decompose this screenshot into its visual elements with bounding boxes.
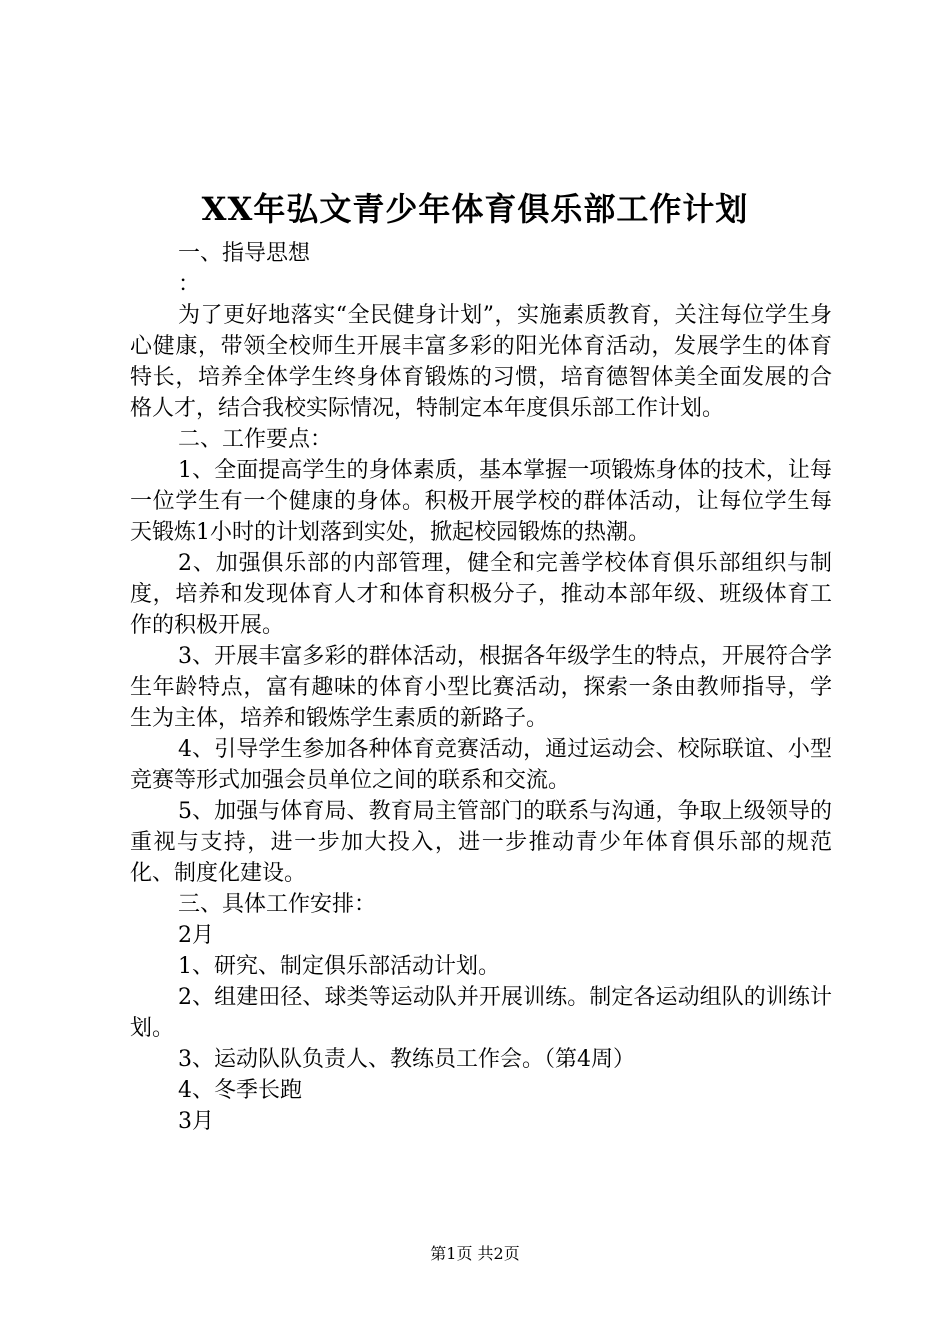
feb-item-4: 4、冬季长跑 (178, 1078, 302, 1103)
document-title: XX年弘文青少年体育俱乐部工作计划 (201, 190, 749, 228)
page-footer: 第1页 共2页 (430, 1244, 520, 1263)
feb-item-2: 2、组建田径、球类等运动队并开展训练。制定各运动组队的训练计划。 (130, 985, 832, 1041)
work-point-4: 4、引导学生参加各种体育竞赛活动，通过运动会、校际联谊、小型竞赛等形式加强会员单位之间的联系和交流。 (130, 737, 832, 793)
section-heading-arrangements: 三、具体工作安排： (178, 892, 377, 917)
document-body (130, 238, 832, 1137)
work-point-1: 1、全面提高学生的身体素质，基本掌握一项锻炼身体的技术，让每一位学生有一个健康的身体。积极开展学校的群体活动，让每位学生每天锻炼1小时的计划落到实处，掀起校园锻炼的热潮。 (130, 458, 832, 545)
feb-item-3: 3、运动队队负责人、教练员工作会。（第4周） (178, 1047, 635, 1072)
month-heading-mar: 3月 (178, 1109, 214, 1134)
section-heading-guiding-ideology: 一、指导思想 (178, 241, 311, 266)
month-heading-feb: 2月 (178, 923, 214, 948)
stray-colon: ： (178, 272, 201, 297)
section-heading-work-points: 二、工作要点： (178, 427, 333, 452)
work-point-5: 5、加强与体育局、教育局主管部门的联系与沟通，争取上级领导的重视与支持，进一步加大投入，进一步推动青少年体育俱乐部的规范化、制度化建设。 (130, 799, 832, 886)
work-point-3: 3、开展丰富多彩的群体活动，根据各年级学生的特点，开展符合学生年龄特点，富有趣味的体育小型比赛活动，探索一条由教师指导，学生为主体，培养和锻炼学生素质的新路子。 (130, 644, 832, 731)
feb-item-1: 1、研究、制定俱乐部活动计划。 (178, 954, 500, 979)
paragraph-intro: 为了更好地落实“全民健身计划”，实施素质教育，关注每位学生身心健康，带领全校师生开展丰富多彩的阳光体育活动，发展学生的体育特长，培养全体学生终身体育锻炼的习惯，培育德智体美全面发展的合格人才，结合我校实际情况，特制定本年度俱乐部工作计划。 (130, 303, 832, 421)
work-point-2: 2、加强俱乐部的内部管理，健全和完善学校体育俱乐部组织与制度，培养和发现体育人才和体育积极分子，推动本部年级、班级体育工作的积极开展。 (130, 551, 832, 638)
